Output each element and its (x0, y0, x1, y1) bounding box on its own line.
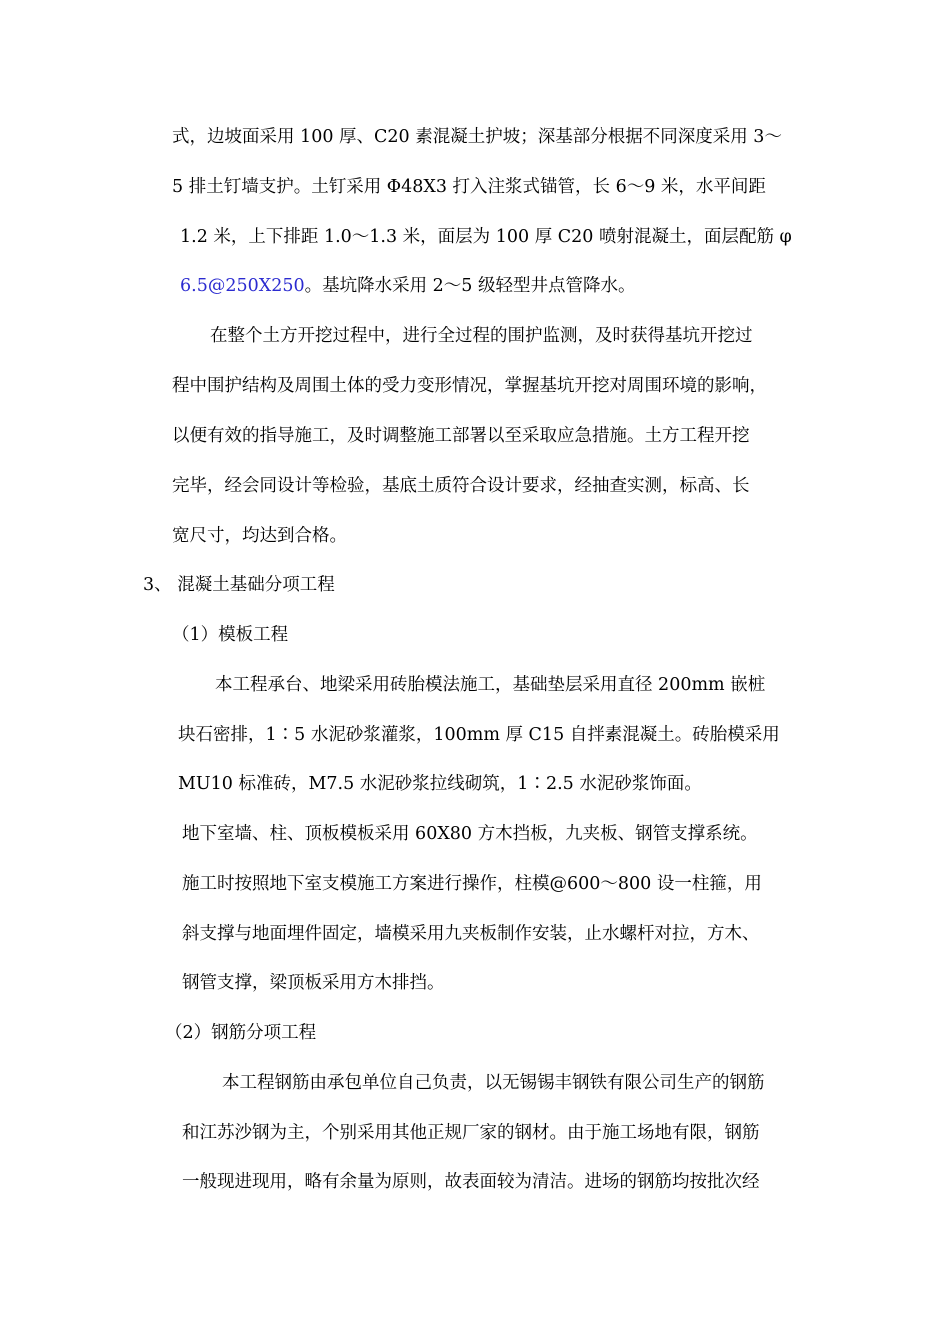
section-heading: 3、 混凝土基础分项工程 (143, 575, 335, 595)
paragraph-line: 本工程钢筋由承包单位自己负责，以无锡锡丰钢铁有限公司生产的钢筋 (222, 1073, 765, 1093)
paragraph-line: 斜支撑与地面埋件固定，墙模采用九夹板制作安装，止水螺杆对拉，方木、 (182, 924, 760, 944)
paragraph-line: 1.2 米，上下排距 1.0～1.3 米，面层为 100 厚 C20 喷射混凝土，面层配筋 φ (180, 227, 792, 247)
paragraph-line: 5 排土钉墙支护。土钉采用 Φ48Ⅹ3 打入注浆式锚管，长 6～9 米，水平间距 (172, 177, 766, 197)
paragraph-line: 和江苏沙钢为主，个别采用其他正规厂家的钢材。由于施工场地有限，钢筋 (182, 1123, 760, 1143)
subsection-heading: （2）钢筋分项工程 (165, 1023, 317, 1043)
paragraph-line: 在整个土方开挖过程中，进行全过程的围护监测，及时获得基坑开挖过 (210, 326, 753, 346)
rebar-spec-text: 6.5@250Ⅹ250 (180, 276, 305, 296)
paragraph-line: 以便有效的指导施工，及时调整施工部署以至采取应急措施。土方工程开挖 (172, 426, 750, 446)
paragraph-line: 式，边坡面采用 100 厚、C20 素混凝土护坡；深基部分根据不同深度采用 3～ (172, 127, 782, 147)
paragraph-line (180, 274, 636, 298)
paragraph-line: 地下室墙、柱、顶板模板采用 60Ⅹ80 方木挡板，九夹板、钢管支撑系统。 (182, 824, 758, 844)
paragraph-line: 本工程承台、地梁采用砖胎模法施工，基础垫层采用直径 200mm 嵌桩 (215, 675, 766, 695)
paragraph-line: 块石密排，1∶5 水泥砂浆灌浆，100mm 厚 C15 自拌素混凝土。砖胎模采用 (178, 725, 780, 745)
paragraph-line: MU10 标准砖，M7.5 水泥砂浆拉线砌筑，1∶2.5 水泥砂浆饰面。 (178, 774, 702, 794)
subsection-heading: （1）模板工程 (172, 625, 289, 645)
paragraph-line: 一般现进现用，略有余量为原则，故表面较为清洁。进场的钢筋均按批次经 (182, 1172, 760, 1192)
paragraph-line: 施工时按照地下室支模施工方案进行操作，柱模@600～800 设一柱箍，用 (182, 874, 762, 894)
paragraph-line: 程中围护结构及周围土体的受力变形情况，掌握基坑开挖对周围环境的影响， (172, 376, 767, 396)
paragraph-line: 完毕，经会同设计等检验，基底土质符合设计要求，经抽查实测，标高、长 (172, 476, 750, 496)
paragraph-line: 钢管支撑，梁顶板采用方木排挡。 (182, 973, 445, 993)
paragraph-text: 。基坑降水采用 2～5 级轻型井点管降水。 (304, 276, 636, 296)
paragraph-line: 宽尺寸，均达到合格。 (172, 526, 347, 546)
